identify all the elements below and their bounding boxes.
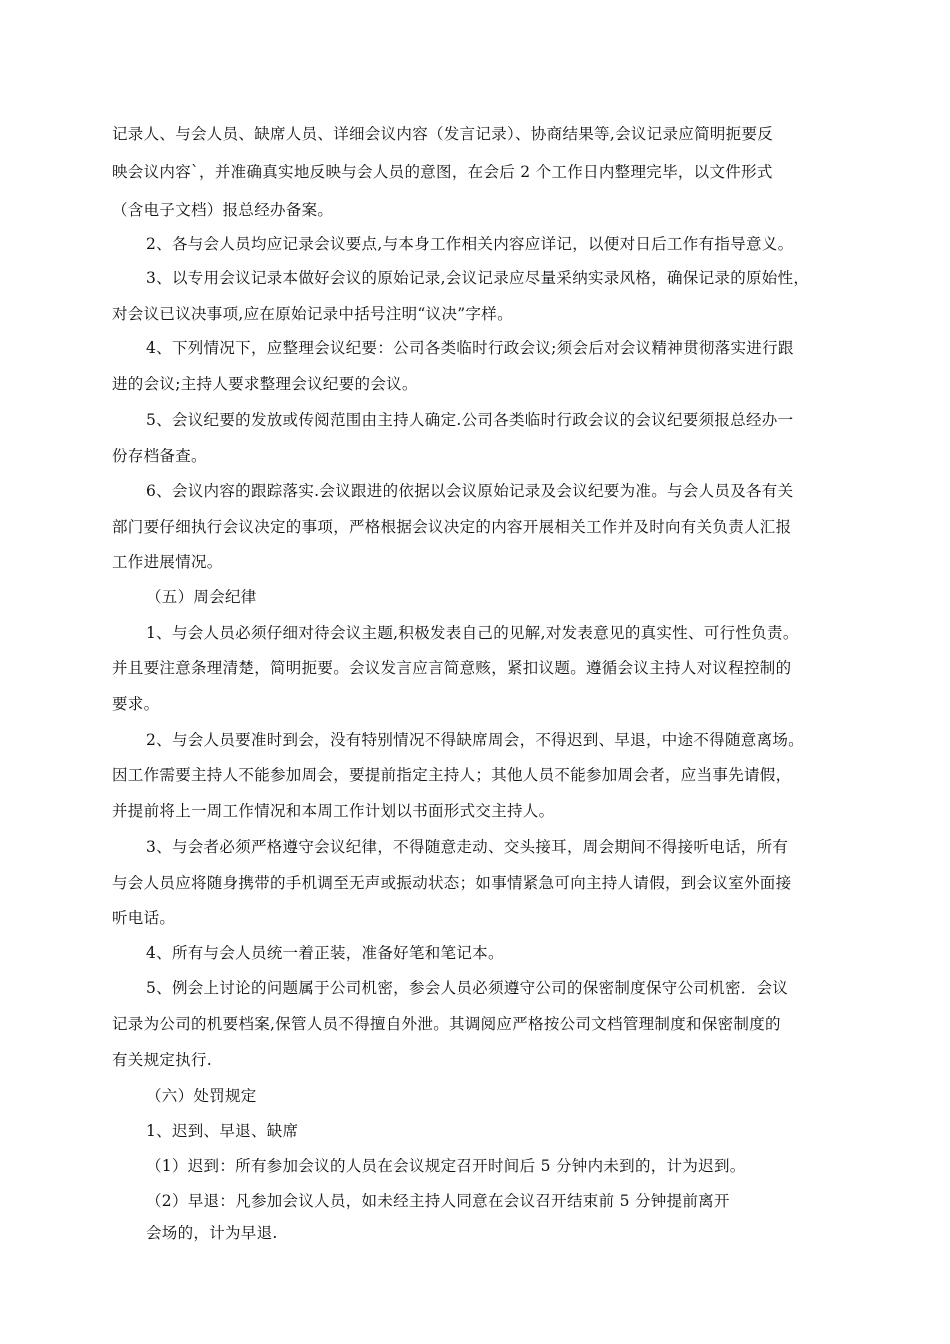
text-line: 要求。 (112, 695, 160, 713)
text-line: 并提前将上一周工作情况和本周工作计划以书面形式交主持人。 (112, 802, 555, 820)
text-line: 1、迟到、早退、缺席 (146, 1122, 299, 1140)
text-line: 因工作需要主持人不能参加周会，要提前指定主持人；其他人员不能参加周会者，应当事先请假， (112, 766, 792, 784)
text-line: 并且要注意条理清楚，简明扼要。会议发言应言简意赅，紧扣议题。遵循会议主持人对议程控制的 (112, 659, 792, 677)
text-line: 映会议内容`，并准确真实地反映与会人员的意图，在会后 2 个工作日内整理完毕，以文件形式 (112, 163, 773, 181)
text-line: 记录人、与会人员、缺席人员、详细会议内容（发言记录）、协商结果等,会议记录应简明扼要反 (112, 125, 774, 143)
section-heading: （五）周会纪律 (146, 588, 257, 606)
text-line: （含电子文档）报总经办备案。 (112, 201, 334, 219)
text-line: 3、以专用会议记录本做好会议的原始记录,会议记录应尽量采纳实录风格，确保记录的原始性， (146, 269, 810, 287)
text-line: 5、会议纪要的发放或传阅范围由主持人确定.公司各类临时行政会议的会议纪要须报总经办一 (146, 411, 794, 429)
text-line: 对会议已议决事项,应在原始记录中括号注明“议决”字样。 (112, 305, 513, 323)
text-line: 5、例会上讨论的问题属于公司机密，参会人员必须遵守公司的保密制度保守公司机密．会议 (146, 979, 789, 997)
text-line: 3、与会者必须严格遵守会议纪律，不得随意走动、交头接耳，周会期间不得接听电话，所有 (146, 838, 789, 856)
text-line: （2）早退：凡参加会议人员，如未经主持人同意在会议召开结束前 5 分钟提前离开 (146, 1192, 730, 1210)
text-line: 工作进展情况。 (112, 553, 223, 571)
text-line: 与会人员应将随身携带的手机调至无声或振动状态；如事情紧急可向主持人请假，到会议室外面接 (112, 874, 792, 892)
text-line: （1）迟到：所有参加会议的人员在会议规定召开时间后 5 分钟内未到的，计为迟到。 (146, 1157, 746, 1175)
text-line: 有关规定执行. (112, 1051, 213, 1069)
text-line: 份存档备查。 (112, 447, 207, 465)
text-line: 2、与会人员要准时到会，没有特别情况不得缺席周会，不得迟到、早退，中途不得随意离场。 (146, 731, 804, 749)
text-line: 听电话。 (112, 909, 176, 927)
text-line: 会场的，计为早退. (146, 1224, 278, 1242)
text-line: 2、各与会人员均应记录会议要点,与本身工作相关内容应详记，以便对日后工作有指导意义。 (146, 235, 794, 253)
text-line: 1、与会人员必须仔细对待会议主题,积极发表自己的见解,对发表意见的真实性、可行性负责。 (146, 624, 799, 642)
text-line: 4、所有与会人员统一着正装，准备好笔和笔记本。 (146, 944, 504, 962)
text-line: 6、会议内容的跟踪落实.会议跟进的依据以会议原始记录及会议纪要为准。与会人员及各有关 (146, 482, 794, 500)
text-line: 记录为公司的机要档案,保管人员不得擅自外泄。其调阅应严格按公司文档管理制度和保密制度的 (112, 1015, 781, 1033)
section-heading: （六）处罚规定 (146, 1087, 257, 1105)
text-line: 进的会议;主持人要求整理会议纪要的会议。 (112, 375, 418, 393)
text-line: 部门要仔细执行会议决定的事项，严格根据会议决定的内容开展相关工作并及时向有关负责人汇报 (112, 518, 792, 536)
text-line: 4、下列情况下，应整理会议纪要：公司各类临时行政会议;须会后对会议精神贯彻落实进行跟 (146, 339, 794, 357)
